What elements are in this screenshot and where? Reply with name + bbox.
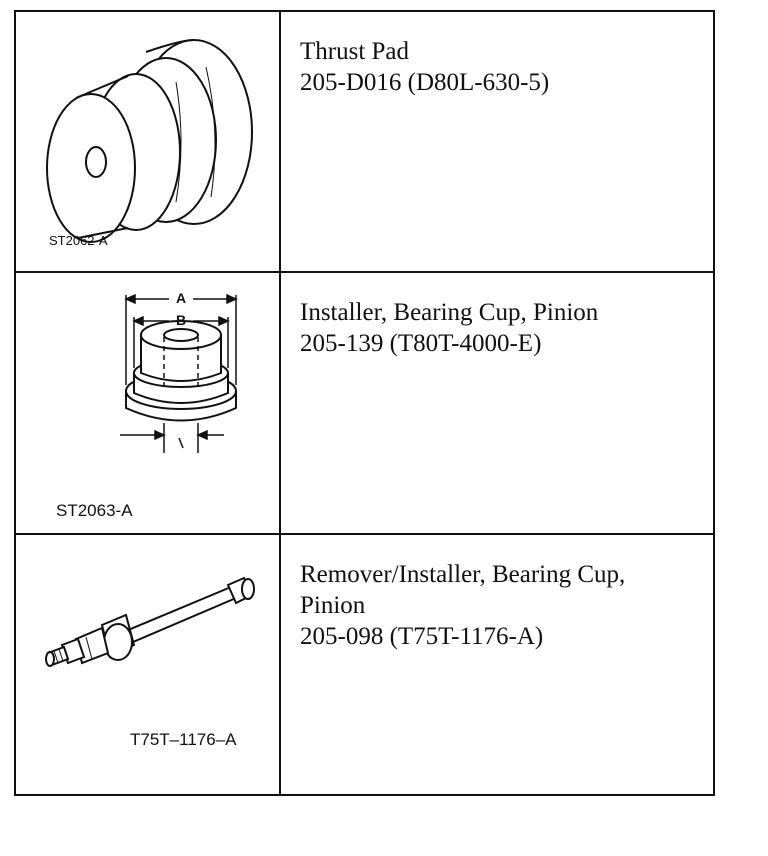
tool-name-line-2: Pinion: [300, 592, 366, 619]
tool-name: Installer, Bearing Cup, Pinion: [300, 299, 599, 326]
remover-installer-description: [281, 535, 713, 794]
dimension-b-label: B: [175, 312, 187, 328]
tool-name: Thrust Pad: [300, 38, 410, 65]
part-number: 205-139 (T80T-4000-E): [300, 330, 542, 357]
part-number: 205-D016 (D80L-630-5): [300, 69, 550, 96]
bearing-cup-installer-illustration-cell: [16, 273, 281, 535]
dimension-a-label: A: [175, 290, 187, 306]
illustration-code: T75T–1176–A: [130, 730, 237, 749]
installer-drawing: [16, 273, 279, 533]
part-number: 205-098 (T75T-1176-A): [300, 623, 544, 650]
illustration-code: ST2062-A: [49, 233, 108, 248]
bearing-cup-installer-description: [281, 273, 713, 535]
remover-installer-illustration-cell: [16, 535, 281, 794]
thrust-pad-description: [281, 12, 713, 273]
tool-name-line-1: Remover/Installer, Bearing Cup,: [300, 561, 626, 588]
special-tools-table: [14, 10, 715, 796]
remover-installer-drawing: [16, 535, 279, 794]
illustration-code: ST2063-A: [56, 501, 133, 520]
thrust-pad-illustration-cell: [16, 12, 281, 273]
